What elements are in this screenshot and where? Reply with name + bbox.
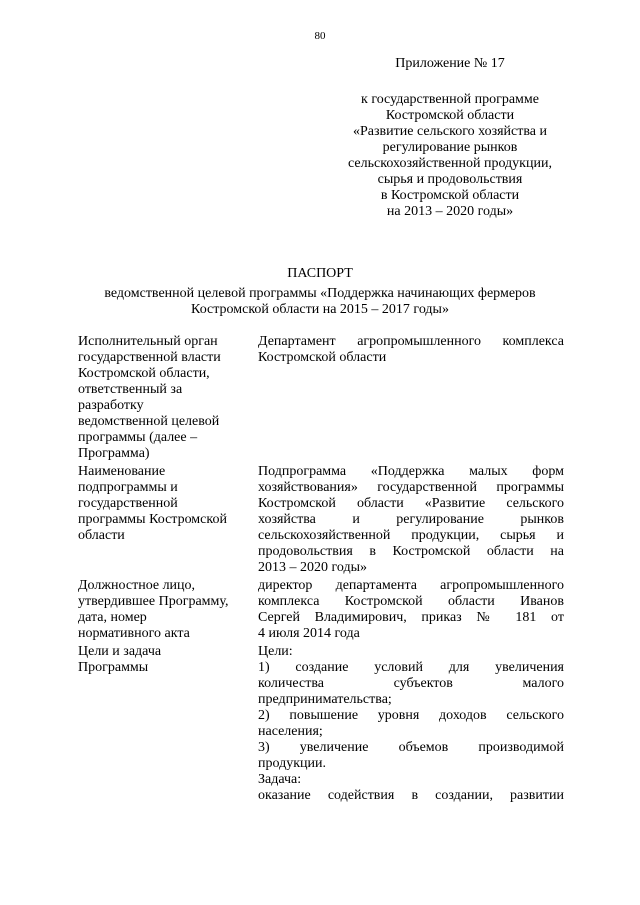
appendix-line: Костромской области [385, 108, 515, 123]
row-label-line: разработку [78, 398, 144, 413]
row-label-line: области [78, 528, 125, 543]
passport-table [78, 334, 568, 806]
row-value-line: хозяйствования» государственной программы [258, 480, 564, 495]
row-label-line: государственной власти [78, 350, 221, 365]
row-label-line: дата, номер [78, 610, 147, 625]
row-value-line: оказание содействия в создании, развитии [258, 788, 564, 803]
row-label-line: ведомственной целевой [78, 414, 220, 429]
row-label-line: программы (далее – [78, 430, 198, 445]
row-value-line: Цели: [258, 644, 293, 659]
passport-heading: ПАСПОРТ [287, 266, 353, 281]
row-label [78, 334, 248, 462]
row-value-line: 1) создание условий для увеличения [258, 660, 564, 675]
row-label-line: государственной [78, 496, 178, 511]
passport-subtitle [40, 286, 600, 318]
row-value [258, 578, 564, 642]
passport-row [78, 644, 568, 804]
row-label-line: Программа) [78, 446, 150, 461]
row-value-line: Костромской области [258, 350, 387, 365]
row-label [78, 578, 248, 642]
appendix-line: на 2013 – 2020 годы» [386, 204, 514, 219]
row-value-line: количества субъектов малого [258, 676, 564, 691]
row-label [78, 464, 248, 576]
row-value-line: комплекса Костромской области Иванов [258, 594, 564, 609]
row-label-line: Исполнительный орган [78, 334, 218, 349]
row-label-line: программы Костромской [78, 512, 227, 527]
row-label [78, 644, 248, 804]
row-label-line: подпрограммы и [78, 480, 178, 495]
row-label-line: Программы [78, 660, 149, 675]
passport-row [78, 464, 568, 576]
row-label-line: нормативного акта [78, 626, 190, 641]
row-value-line: предпринимательства; [258, 692, 392, 707]
row-value-line: директор департамента агропромышленного [258, 578, 564, 593]
row-value-line: Департамент агропромышленного комплекса [258, 334, 564, 349]
appendix-lines [330, 92, 570, 220]
row-value [258, 464, 564, 576]
row-label-line: Цели и задача [78, 644, 162, 659]
row-value-line: 2013 – 2020 годы» [258, 560, 368, 575]
appendix-line: «Развитие сельского хозяйства и [352, 124, 548, 139]
row-value-line: Сергей Владимирович, приказ № 181 от [258, 610, 564, 625]
appendix-block [330, 56, 570, 220]
row-value-line: Подпрограмма «Поддержка малых форм [258, 464, 564, 479]
row-value-line: 2) повышение уровня доходов сельского [258, 708, 564, 723]
appendix-line: сельскохозяйственной продукции, [348, 156, 552, 171]
row-value-line: продукции. [258, 756, 326, 771]
row-value-line: продовольствия в Костромской области на [258, 544, 564, 559]
passport-row [78, 578, 568, 642]
appendix-line: регулирование рынков [382, 140, 518, 155]
passport-title-block [40, 266, 600, 318]
appendix-number: Приложение № 17 [395, 56, 505, 71]
row-value-line: населения; [258, 724, 323, 739]
row-value [258, 334, 564, 462]
row-label-line: ответственный за [78, 382, 183, 397]
passport-subtitle-line: ведомственной целевой программы «Поддержка начинающих фермеров [104, 286, 536, 301]
row-value-line: хозяйства и регулирование рынков [258, 512, 564, 527]
row-value-line: 3) увеличение объемов производимой [258, 740, 564, 755]
row-value-line: Костромской области «Развитие сельского [258, 496, 564, 511]
row-value-line: Задача: [258, 772, 302, 787]
appendix-line: в Костромской области [380, 188, 520, 203]
row-value [258, 644, 564, 804]
row-label-line: утвердившее Программу, [78, 594, 229, 609]
appendix-line: сырья и продовольствия [377, 172, 523, 187]
page-number: 80 [314, 30, 326, 42]
appendix-line: к государственной программе [361, 92, 539, 107]
passport-subtitle-line: Костромской области на 2015 – 2017 годы» [191, 302, 449, 317]
passport-row [78, 334, 568, 462]
row-value-line: сельскохозяйственной продукции, сырья и [258, 528, 564, 543]
row-value-line: 4 июля 2014 года [258, 626, 360, 641]
row-label-line: Наименование [78, 464, 166, 479]
row-label-line: Должностное лицо, [78, 578, 196, 593]
row-label-line: Костромской области, [78, 366, 210, 381]
